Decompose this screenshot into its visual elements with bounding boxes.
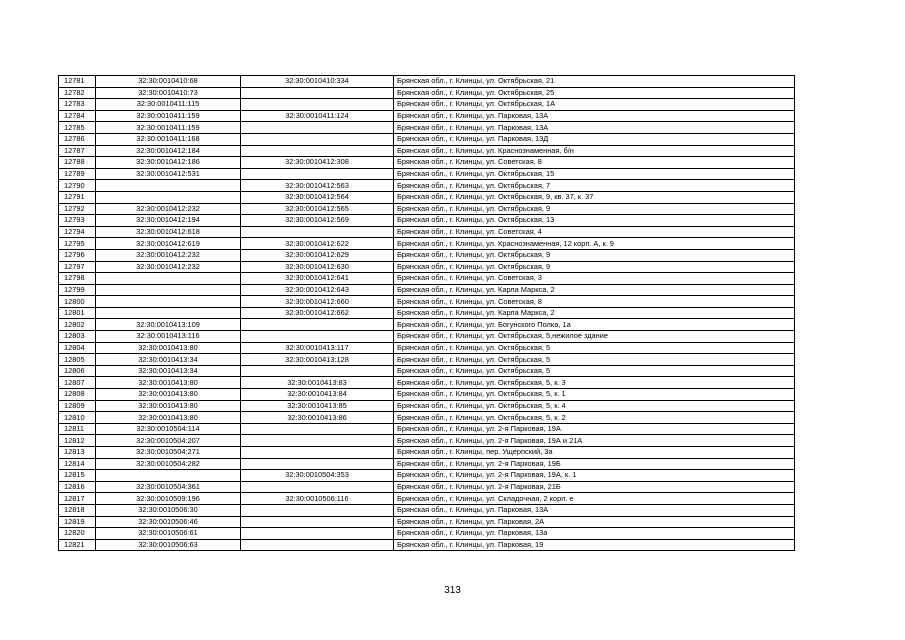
address-cell: Брянская обл., г. Клинцы, ул. Октябрьская, 7	[394, 180, 795, 192]
table-row	[59, 133, 795, 145]
land-cadastral-number-cell: 32:30:0010413:80	[96, 377, 241, 389]
address-cell: Брянская обл., г. Клинцы, ул. Парковая, 13а	[394, 528, 795, 540]
row-number-cell: 12800	[59, 296, 96, 308]
row-number-cell: 12788	[59, 157, 96, 169]
row-number-cell: 12784	[59, 110, 96, 122]
row-number-cell: 12786	[59, 133, 96, 145]
row-number-cell: 12819	[59, 516, 96, 528]
table-row	[59, 504, 795, 516]
land-cadastral-number-cell	[96, 191, 241, 203]
land-cadastral-number-cell: 32:30:0010411:159	[96, 122, 241, 134]
land-cadastral-number-cell: 32:30:0010410:73	[96, 87, 241, 99]
row-number-cell: 12821	[59, 539, 96, 551]
row-number-cell: 12818	[59, 504, 96, 516]
table-row	[59, 261, 795, 273]
address-cell: Брянская обл., г. Клинцы, ул. Октябрьская, 5,нежилое здание	[394, 331, 795, 343]
table-row	[59, 412, 795, 424]
row-number-cell: 12794	[59, 226, 96, 238]
building-cadastral-number-cell	[241, 319, 394, 331]
land-cadastral-number-cell: 32:30:0010504:271	[96, 447, 241, 459]
table-row	[59, 458, 795, 470]
table-row	[59, 180, 795, 192]
building-cadastral-number-cell	[241, 331, 394, 343]
address-cell: Брянская обл., г. Клинцы, ул. Советская, 3	[394, 273, 795, 285]
address-cell: Брянская обл., г. Клинцы, ул. 2-я Парковая, 19Б	[394, 458, 795, 470]
table-row	[59, 203, 795, 215]
row-number-cell: 12815	[59, 470, 96, 482]
table-row	[59, 539, 795, 551]
table-row	[59, 215, 795, 227]
building-cadastral-number-cell	[241, 458, 394, 470]
building-cadastral-number-cell: 32:30:0010413:85	[241, 400, 394, 412]
table-row	[59, 87, 795, 99]
address-cell: Брянская обл., г. Клинцы, ул. Краснознаменная, б/н	[394, 145, 795, 157]
address-cell: Брянская обл., г. Клинцы, ул. Парковая, 13А	[394, 110, 795, 122]
address-cell: Брянская обл., г. Клинцы, ул. Октябрьская, 9, кв. 37, к. 37	[394, 191, 795, 203]
row-number-cell: 12801	[59, 307, 96, 319]
land-cadastral-number-cell: 32:30:0010509:196	[96, 493, 241, 505]
table-row	[59, 145, 795, 157]
land-cadastral-number-cell: 32:30:0010504:114	[96, 423, 241, 435]
land-cadastral-number-cell: 32:30:0010412:618	[96, 226, 241, 238]
building-cadastral-number-cell	[241, 516, 394, 528]
land-cadastral-number-cell: 32:30:0010411:168	[96, 133, 241, 145]
row-number-cell: 12782	[59, 87, 96, 99]
building-cadastral-number-cell: 32:30:0010413:84	[241, 389, 394, 401]
table-row	[59, 377, 795, 389]
building-cadastral-number-cell: 32:30:0010412:630	[241, 261, 394, 273]
address-cell: Брянская обл., г. Клинцы, ул. Парковая, 13Д	[394, 133, 795, 145]
register-table-body	[59, 76, 795, 551]
land-cadastral-number-cell: 32:30:0010412:186	[96, 157, 241, 169]
row-number-cell: 12813	[59, 447, 96, 459]
building-cadastral-number-cell	[241, 365, 394, 377]
table-row	[59, 447, 795, 459]
address-cell: Брянская обл., г. Клинцы, ул. Октябрьская, 5, к. 3	[394, 377, 795, 389]
building-cadastral-number-cell: 32:30:0010412:662	[241, 307, 394, 319]
land-cadastral-number-cell: 32:30:0010411:115	[96, 99, 241, 111]
table-row	[59, 284, 795, 296]
land-cadastral-number-cell	[96, 273, 241, 285]
building-cadastral-number-cell	[241, 481, 394, 493]
address-cell: Брянская обл., г. Клинцы, ул. Октябрьская, 21	[394, 76, 795, 88]
land-cadastral-number-cell	[96, 296, 241, 308]
row-number-cell: 12787	[59, 145, 96, 157]
building-cadastral-number-cell: 32:30:0010412:660	[241, 296, 394, 308]
land-cadastral-number-cell: 32:30:0010506:61	[96, 528, 241, 540]
row-number-cell: 12812	[59, 435, 96, 447]
land-cadastral-number-cell: 32:30:0010413:34	[96, 354, 241, 366]
row-number-cell: 12795	[59, 238, 96, 250]
building-cadastral-number-cell: 32:30:0010506:116	[241, 493, 394, 505]
table-row	[59, 342, 795, 354]
row-number-cell: 12781	[59, 76, 96, 88]
building-cadastral-number-cell	[241, 539, 394, 551]
building-cadastral-number-cell: 32:30:0010413:128	[241, 354, 394, 366]
land-cadastral-number-cell: 32:30:0010412:232	[96, 203, 241, 215]
table-row	[59, 110, 795, 122]
row-number-cell: 12806	[59, 365, 96, 377]
building-cadastral-number-cell: 32:30:0010412:569	[241, 215, 394, 227]
building-cadastral-number-cell: 32:30:0010412:622	[241, 238, 394, 250]
table-row	[59, 122, 795, 134]
row-number-cell: 12809	[59, 400, 96, 412]
row-number-cell: 12798	[59, 273, 96, 285]
row-number-cell: 12792	[59, 203, 96, 215]
table-row	[59, 307, 795, 319]
building-cadastral-number-cell	[241, 447, 394, 459]
table-row	[59, 331, 795, 343]
building-cadastral-number-cell	[241, 99, 394, 111]
address-cell: Брянская обл., г. Клинцы, ул. Октябрьская, 13	[394, 215, 795, 227]
building-cadastral-number-cell	[241, 435, 394, 447]
land-cadastral-number-cell: 32:30:0010413:80	[96, 342, 241, 354]
land-cadastral-number-cell: 32:30:0010410:68	[96, 76, 241, 88]
address-cell: Брянская обл., г. Клинцы, ул. Октябрьская, 9	[394, 261, 795, 273]
address-cell: Брянская обл., г. Клинцы, ул. 2-я Парковая, 19А, к. 1	[394, 470, 795, 482]
row-number-cell: 12804	[59, 342, 96, 354]
row-number-cell: 12791	[59, 191, 96, 203]
address-cell: Брянская обл., г. Клинцы, ул. Октябрьская, 5, к. 1	[394, 389, 795, 401]
land-cadastral-number-cell: 32:30:0010506:30	[96, 504, 241, 516]
row-number-cell: 12810	[59, 412, 96, 424]
row-number-cell: 12808	[59, 389, 96, 401]
table-row	[59, 435, 795, 447]
row-number-cell: 12797	[59, 261, 96, 273]
address-cell: Брянская обл., г. Клинцы, ул. Складочная, 2 корп. е	[394, 493, 795, 505]
land-cadastral-number-cell: 32:30:0010506:46	[96, 516, 241, 528]
land-cadastral-number-cell: 32:30:0010504:207	[96, 435, 241, 447]
row-number-cell: 12802	[59, 319, 96, 331]
table-row	[59, 493, 795, 505]
table-row	[59, 168, 795, 180]
building-cadastral-number-cell	[241, 528, 394, 540]
row-number-cell: 12783	[59, 99, 96, 111]
building-cadastral-number-cell: 32:30:0010412:563	[241, 180, 394, 192]
table-row	[59, 296, 795, 308]
building-cadastral-number-cell: 32:30:0010413:83	[241, 377, 394, 389]
address-cell: Брянская обл., г. Клинцы, ул. Октябрьская, 9	[394, 249, 795, 261]
address-cell: Брянская обл., г. Клинцы, ул. Октябрьская, 5, к. 2	[394, 412, 795, 424]
table-row	[59, 226, 795, 238]
building-cadastral-number-cell: 32:30:0010412:564	[241, 191, 394, 203]
land-cadastral-number-cell	[96, 284, 241, 296]
table-row	[59, 191, 795, 203]
address-cell: Брянская обл., г. Клинцы, пер. Ущерпский, 3а	[394, 447, 795, 459]
table-row	[59, 365, 795, 377]
table-row	[59, 470, 795, 482]
address-cell: Брянская обл., г. Клинцы, ул. Октябрьская, 9	[394, 203, 795, 215]
row-number-cell: 12790	[59, 180, 96, 192]
row-number-cell: 12805	[59, 354, 96, 366]
land-cadastral-number-cell: 32:30:0010412:232	[96, 261, 241, 273]
address-cell: Брянская обл., г. Клинцы, ул. Карла Маркса, 2	[394, 307, 795, 319]
building-cadastral-number-cell: 32:30:0010412:308	[241, 157, 394, 169]
row-number-cell: 12817	[59, 493, 96, 505]
land-cadastral-number-cell: 32:30:0010412:619	[96, 238, 241, 250]
page-number: 313	[444, 585, 461, 596]
building-cadastral-number-cell: 32:30:0010413:117	[241, 342, 394, 354]
land-cadastral-number-cell	[96, 180, 241, 192]
address-cell: Брянская обл., г. Клинцы, ул. 2-я Парковая, 19А и 21А	[394, 435, 795, 447]
table-row	[59, 481, 795, 493]
row-number-cell: 12803	[59, 331, 96, 343]
row-number-cell: 12799	[59, 284, 96, 296]
land-cadastral-number-cell: 32:30:0010412:194	[96, 215, 241, 227]
address-cell: Брянская обл., г. Клинцы, ул. Парковая, 19	[394, 539, 795, 551]
land-cadastral-number-cell: 32:30:0010412:184	[96, 145, 241, 157]
land-cadastral-number-cell	[96, 307, 241, 319]
address-cell: Брянская обл., г. Клинцы, ул. Парковая, 13А	[394, 122, 795, 134]
land-cadastral-number-cell: 32:30:0010412:232	[96, 249, 241, 261]
table-row	[59, 423, 795, 435]
building-cadastral-number-cell: 32:30:0010412:629	[241, 249, 394, 261]
land-cadastral-number-cell: 32:30:0010504:282	[96, 458, 241, 470]
building-cadastral-number-cell: 32:30:0010412:641	[241, 273, 394, 285]
building-cadastral-number-cell: 32:30:0010412:565	[241, 203, 394, 215]
table-row	[59, 99, 795, 111]
table-row	[59, 76, 795, 88]
land-cadastral-number-cell: 32:30:0010412:531	[96, 168, 241, 180]
table-row	[59, 389, 795, 401]
table-row	[59, 249, 795, 261]
address-cell: Брянская обл., г. Клинцы, ул. Парковая, 13А	[394, 504, 795, 516]
table-row	[59, 273, 795, 285]
row-number-cell: 12789	[59, 168, 96, 180]
row-number-cell: 12816	[59, 481, 96, 493]
address-cell: Брянская обл., г. Клинцы, ул. Октябрьская, 1А	[394, 99, 795, 111]
table-row	[59, 319, 795, 331]
land-cadastral-number-cell: 32:30:0010413:109	[96, 319, 241, 331]
address-cell: Брянская обл., г. Клинцы, ул. Карла Маркса, 2	[394, 284, 795, 296]
building-cadastral-number-cell: 32:30:0010412:643	[241, 284, 394, 296]
row-number-cell: 12793	[59, 215, 96, 227]
address-cell: Брянская обл., г. Клинцы, ул. Богунского Полка, 1а	[394, 319, 795, 331]
table-row	[59, 354, 795, 366]
land-cadastral-number-cell: 32:30:0010413:116	[96, 331, 241, 343]
building-cadastral-number-cell: 32:30:0010411:124	[241, 110, 394, 122]
address-cell: Брянская обл., г. Клинцы, ул. Парковая, 2А	[394, 516, 795, 528]
table-row	[59, 528, 795, 540]
building-cadastral-number-cell	[241, 122, 394, 134]
land-cadastral-number-cell: 32:30:0010413:34	[96, 365, 241, 377]
address-cell: Брянская обл., г. Клинцы, ул. Октябрьская, 5	[394, 342, 795, 354]
table-row	[59, 516, 795, 528]
register-table	[58, 75, 795, 551]
row-number-cell: 12807	[59, 377, 96, 389]
building-cadastral-number-cell: 32:30:0010410:334	[241, 76, 394, 88]
table-row	[59, 400, 795, 412]
building-cadastral-number-cell	[241, 133, 394, 145]
row-number-cell: 12796	[59, 249, 96, 261]
row-number-cell: 12811	[59, 423, 96, 435]
land-cadastral-number-cell	[96, 470, 241, 482]
building-cadastral-number-cell	[241, 87, 394, 99]
address-cell: Брянская обл., г. Клинцы, ул. Советская, 4	[394, 226, 795, 238]
land-cadastral-number-cell: 32:30:0010413:80	[96, 412, 241, 424]
address-cell: Брянская обл., г. Клинцы, ул. Октябрьская, 5	[394, 354, 795, 366]
address-cell: Брянская обл., г. Клинцы, ул. Советская, 8	[394, 157, 795, 169]
building-cadastral-number-cell: 32:30:0010504:353	[241, 470, 394, 482]
land-cadastral-number-cell: 32:30:0010413:80	[96, 389, 241, 401]
address-cell: Брянская обл., г. Клинцы, ул. Октябрьская, 25	[394, 87, 795, 99]
building-cadastral-number-cell	[241, 145, 394, 157]
address-cell: Брянская обл., г. Клинцы, ул. Краснознаменная, 12 корп. А, к. 9	[394, 238, 795, 250]
row-number-cell: 12785	[59, 122, 96, 134]
address-cell: Брянская обл., г. Клинцы, ул. 2-я Парковая, 19А	[394, 423, 795, 435]
address-cell: Брянская обл., г. Клинцы, ул. Октябрьская, 5, к. 4	[394, 400, 795, 412]
building-cadastral-number-cell	[241, 168, 394, 180]
building-cadastral-number-cell: 32:30:0010413:86	[241, 412, 394, 424]
building-cadastral-number-cell	[241, 226, 394, 238]
land-cadastral-number-cell: 32:30:0010411:159	[96, 110, 241, 122]
address-cell: Брянская обл., г. Клинцы, ул. Советская, 8	[394, 296, 795, 308]
address-cell: Брянская обл., г. Клинцы, ул. Октябрьская, 5	[394, 365, 795, 377]
address-cell: Брянская обл., г. Клинцы, ул. 2-я Парковая, 21Б	[394, 481, 795, 493]
table-row	[59, 238, 795, 250]
row-number-cell: 12814	[59, 458, 96, 470]
land-cadastral-number-cell: 32:30:0010506:63	[96, 539, 241, 551]
building-cadastral-number-cell	[241, 504, 394, 516]
address-cell: Брянская обл., г. Клинцы, ул. Октябрьская, 15	[394, 168, 795, 180]
land-cadastral-number-cell: 32:30:0010413:80	[96, 400, 241, 412]
row-number-cell: 12820	[59, 528, 96, 540]
table-row	[59, 157, 795, 169]
building-cadastral-number-cell	[241, 423, 394, 435]
land-cadastral-number-cell: 32:30:0010504:361	[96, 481, 241, 493]
